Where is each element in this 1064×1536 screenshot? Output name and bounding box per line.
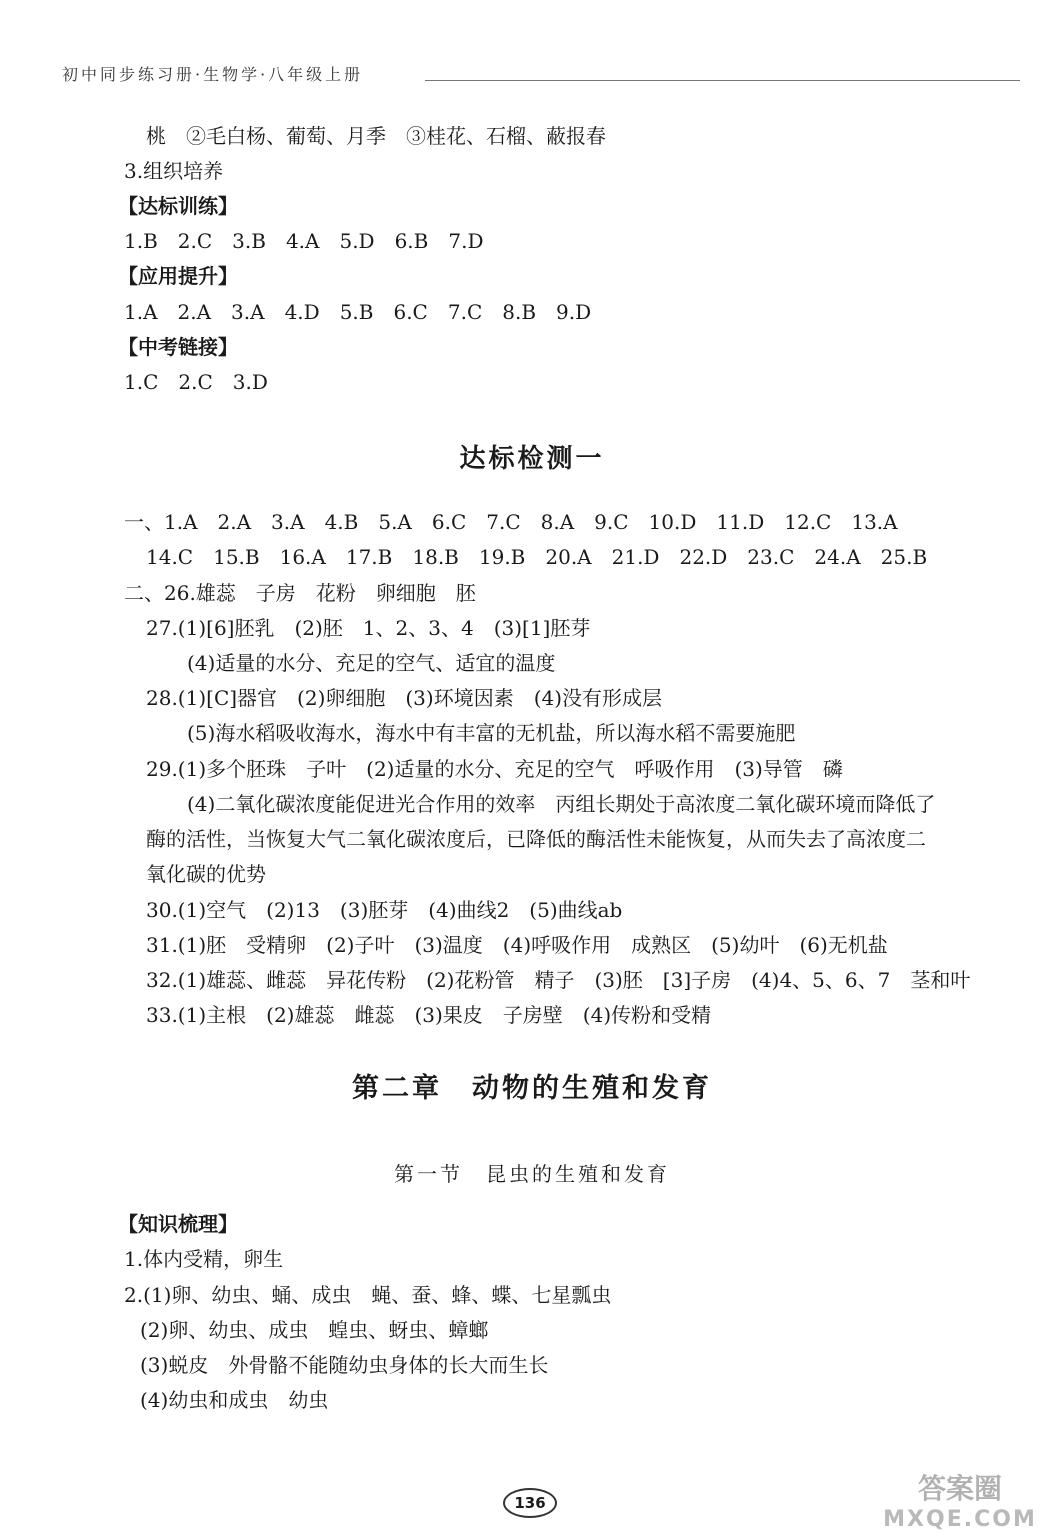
page-number: 136 — [503, 1488, 557, 1518]
header-rule — [425, 80, 1020, 81]
answer-line: (4)幼虫和成虫 幼虫 — [140, 1388, 329, 1412]
answer-line: 29.(1)多个胚珠 子叶 (2)适量的水分、充足的空气 呼吸作用 (3)导管 磷 — [146, 757, 843, 781]
answer-line: 14.C 15.B 16.A 17.B 18.B 19.B 20.A 21.D 22.D 23.C 24.A 25.B — [146, 545, 928, 569]
answer-line: 二、26.雄蕊 子房 花粉 卵细胞 胚 — [124, 581, 476, 605]
answer-line: 32.(1)雄蕊、雌蕊 异花传粉 (2)花粉管 精子 (3)胚 [3]子房 (4)4、5、6、7 茎和叶 — [146, 968, 971, 992]
section-label: 【中考链接】 — [118, 335, 238, 359]
answer-line: 28.(1)[C]器官 (2)卵细胞 (3)环境因素 (4)没有形成层 — [146, 686, 663, 710]
answer-line: 氧化碳的优势 — [146, 862, 266, 886]
watermark-logo — [870, 1468, 1050, 1530]
answer-line: 1.体内受精，卵生 — [124, 1247, 284, 1271]
answer-line: 30.(1)空气 (2)13 (3)胚芽 (4)曲线2 (5)曲线ab — [146, 898, 623, 922]
chapter-title: 第二章 动物的生殖和发育 — [352, 1073, 712, 1104]
answer-line: (5)海水稻吸收海水，海水中有丰富的无机盐，所以海水稻不需要施肥 — [187, 721, 796, 745]
answer-line: 1.C 2.C 3.D — [124, 370, 268, 394]
running-header: 初中同步练习册·生物学·八年级上册 — [62, 65, 364, 84]
section-title: 第一节 昆虫的生殖和发育 — [394, 1162, 670, 1186]
section-label: 【达标训练】 — [118, 194, 238, 218]
answer-line: 31.(1)胚 受精卵 (2)子叶 (3)温度 (4)呼吸作用 成熟区 (5)幼叶 (6)无机盐 — [146, 933, 888, 957]
answer-line: (2)卵、幼虫、成虫 蝗虫、蚜虫、蟑螂 — [140, 1318, 489, 1342]
answer-line: 一、1.A 2.A 3.A 4.B 5.A 6.C 7.C 8.A 9.C 10.D 11.D 12.C 13.A — [124, 510, 898, 534]
answer-line: 1.B 2.C 3.B 4.A 5.D 6.B 7.D — [124, 229, 484, 253]
test-title: 达标检测一 — [459, 444, 605, 474]
svg-text:答案圈: 答案圈 — [917, 1472, 1003, 1505]
section-label: 【知识梳理】 — [118, 1212, 238, 1236]
answer-line: 3.组织培养 — [124, 159, 224, 183]
answer-line: (3)蜕皮 外骨骼不能随幼虫身体的长大而生长 — [140, 1353, 549, 1377]
section-label: 【应用提升】 — [118, 264, 238, 288]
answer-line: (4)适量的水分、充足的空气、适宜的温度 — [187, 651, 556, 675]
answer-line: 桃 ②毛白杨、葡萄、月季 ③桂花、石榴、蔽报春 — [146, 124, 606, 148]
answer-line: 1.A 2.A 3.A 4.D 5.B 6.C 7.C 8.B 9.D — [124, 300, 592, 324]
answer-line: 27.(1)[6]胚乳 (2)胚 1、2、3、4 (3)[1]胚芽 — [146, 616, 591, 640]
answer-line: 2.(1)卵、幼虫、蛹、成虫 蝇、蚕、蜂、蝶、七星瓢虫 — [124, 1283, 612, 1307]
answer-line: (4)二氧化碳浓度能促进光合作用的效率 丙组长期处于高浓度二氧化碳环境而降低了 — [187, 792, 936, 816]
answer-line: 33.(1)主根 (2)雄蕊 雌蕊 (3)果皮 子房壁 (4)传粉和受精 — [146, 1003, 712, 1027]
svg-text:MXQE.COM: MXQE.COM — [883, 1507, 1037, 1530]
answer-line: 酶的活性，当恢复大气二氧化碳浓度后，已降低的酶活性未能恢复，从而失去了高浓度二 — [146, 827, 926, 851]
